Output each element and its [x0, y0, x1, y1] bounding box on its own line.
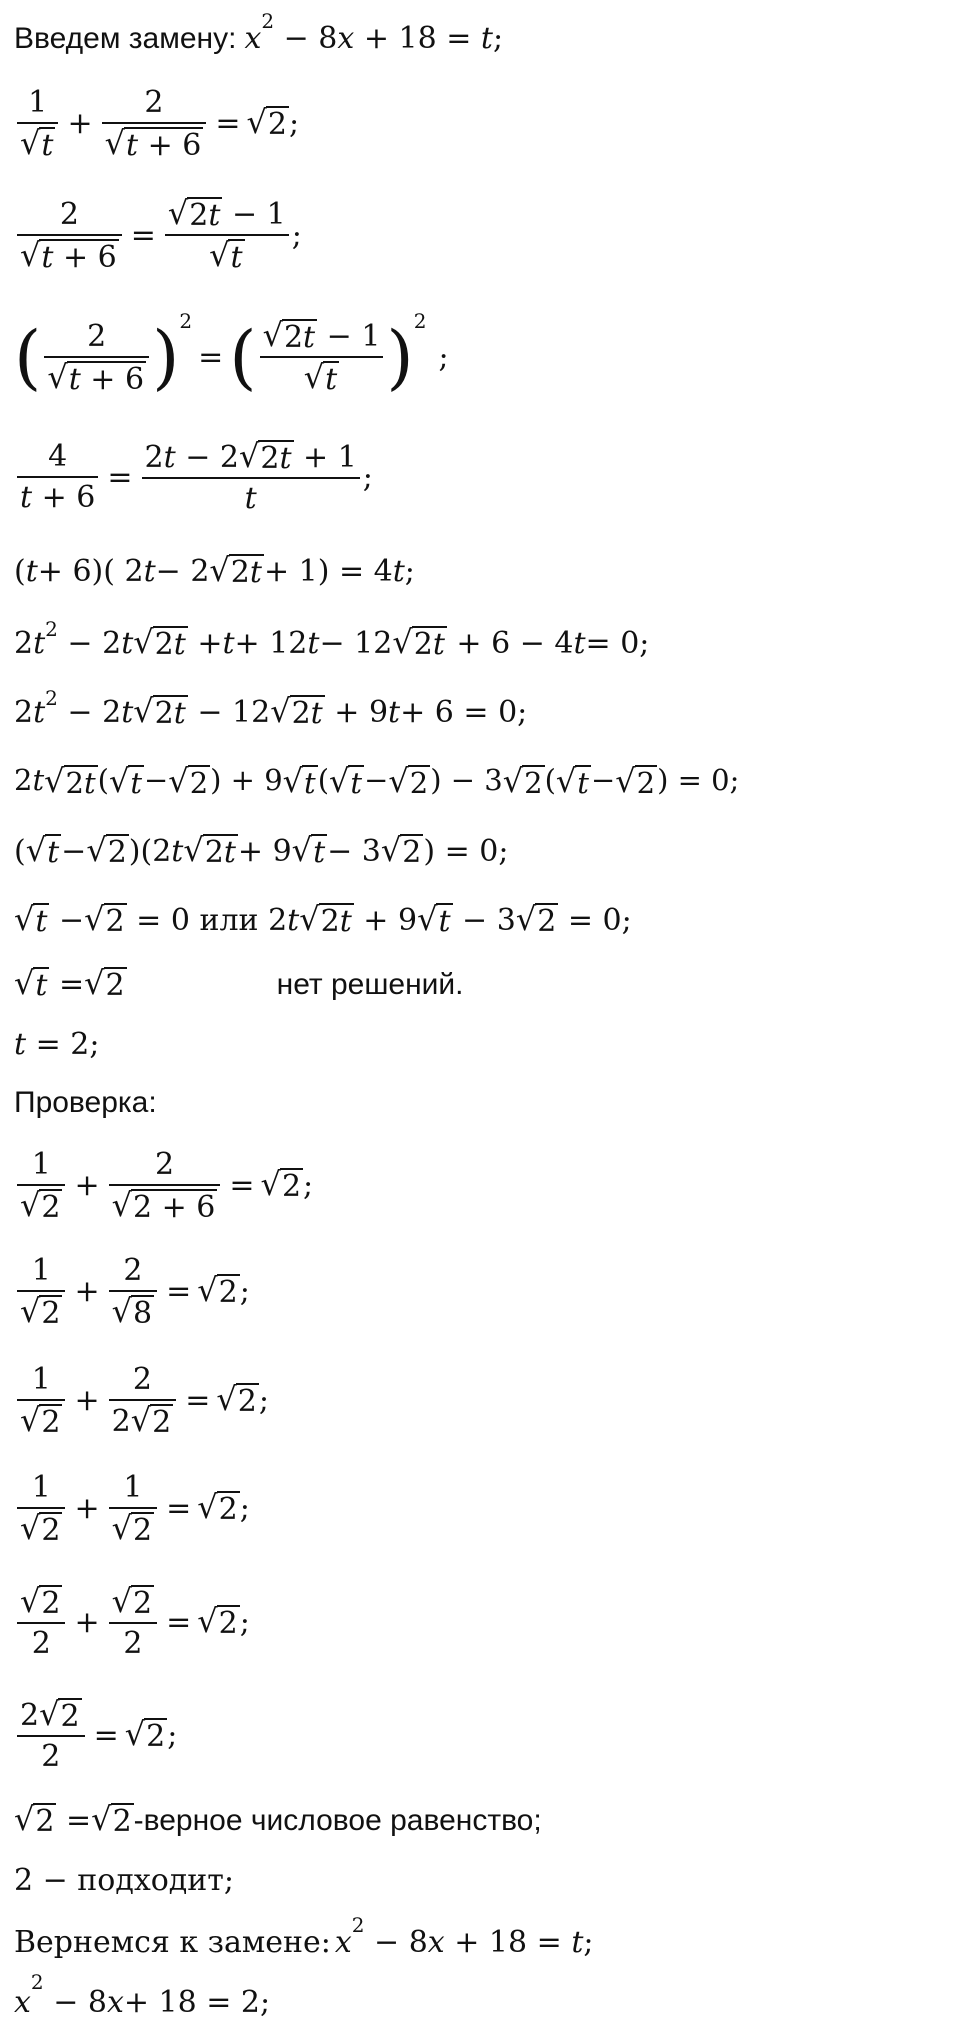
line-true-equality: √ 2 = √ 2 -верное числовое равенство; [14, 1800, 542, 1839]
fraction: 1 √ 2 [17, 1363, 65, 1438]
line-check-6: 2 √ 2 2 = √ 2 ; [14, 1690, 950, 1780]
line-cases: √ t − √ 2 = 0 или 2 t √ 2t + 9 √ t − 3 √ 2 = 0; [14, 900, 632, 939]
fraction: √ 2t − 1 √ t [165, 197, 289, 273]
fits-text: подходит; [77, 1862, 234, 1898]
line-case-results: √ t = √ 2 нет решений. [14, 964, 464, 1003]
line-squared: ( 2 √ t + 6 ) 2 = ( √ 2t − 1 √ t ) 2 ; [14, 309, 449, 398]
line-rearranged: 2 √ t + 6 = √ 2t − 1 √ t ; [14, 190, 950, 280]
intro-text: Введем замену: [14, 21, 237, 55]
fraction: 2t − 2 √ 2t + 1 t [142, 440, 360, 515]
check-heading: Проверка: [14, 1085, 157, 1119]
fraction: 1 √ 2 [17, 1471, 65, 1546]
line-expansion: 2 t 2 − 2 t √ 2t + t + 12 t − 12 √ 2t + 6 − 4 t = 0; [14, 617, 650, 662]
return-text: Вернемся к замене: [14, 1924, 331, 1960]
substitution-expression: $x^2 - 8x + 18 = t$; [244, 8, 504, 56]
line-check-4: 1 √ 2 + 1 √ 2 = √ 2 ; [14, 1463, 950, 1553]
line-check-5: √ 2 2 + √ 2 2 = √ 2 ; [14, 1577, 950, 1667]
fraction: 2 √ 2 + 6 [109, 1148, 221, 1223]
line-final-equation: x 2 − 8 x + 18 = 2; [14, 1970, 271, 2020]
fraction: √ 2 2 [17, 1585, 65, 1660]
line-fits: 2 − подходит; [14, 1862, 234, 1898]
fraction: √ 2t − 1 √ t [260, 319, 384, 395]
line-check-heading [14, 1082, 950, 1122]
fraction: 2 √ t + 6 [17, 198, 122, 273]
line-expanded-fractions: $\frac{4}{t + 6}$ = 2t − 2 √ 2t + 1 t ; [14, 432, 950, 522]
line-cross-multiplied: ( t + 6)( 2 t − 2 √ 2t + 1) = 4 t ; [14, 551, 415, 590]
line-factored: ( √ t − √ 2 )(2 t √ 2t + 9 √ t − 3 √ 2 ) = 0; [14, 831, 509, 870]
fraction: 2 √ t + 6 [102, 86, 207, 161]
fraction: 2 √ t + 6 [44, 320, 149, 395]
line-check-1: 1 √ 2 + 2 √ 2 + 6 = √ 2 ; [14, 1140, 950, 1230]
fraction: $\frac{4}{t + 6}$ [17, 440, 98, 514]
fraction: 1 √ 2 [17, 1254, 65, 1329]
fraction: 1 √ t [17, 86, 58, 161]
line-grouping: 2 t √ 2t ( √ t − √ 2 ) + 9 √ t ( √ t − √ 2 ) − 3 √ 2 ( √ t − √ 2 ) = 0; [14, 761, 740, 800]
line-check-3: 1 √ 2 + 2 2 √ 2 = √ 2 ; [14, 1355, 950, 1445]
fraction: 2 √ 8 [109, 1254, 157, 1329]
line-substitution [14, 8, 950, 58]
or-word: или [199, 902, 259, 938]
fraction: 1 √ 2 [17, 1148, 65, 1223]
line-check-2: 1 √ 2 + 2 √ 8 = √ 2 ; [14, 1246, 950, 1336]
line-equation-t: 1 √ t + 2 √ t + 6 = √ 2 ; [14, 78, 950, 168]
fraction: √ 2 2 [109, 1585, 157, 1660]
fraction: 2 √ 2 2 [17, 1698, 85, 1773]
line-return: Вернемся к замене: $x^2 - 8x + 18 = t$; [14, 1912, 594, 1960]
line-t-value: t = 2; [14, 1026, 100, 1062]
fraction: 1 √ 2 [109, 1471, 157, 1546]
true-equality-text: -верное числовое равенство; [133, 1803, 542, 1837]
line-simplified: 2 t 2 − 2 t √ 2t − 12 √ 2t + 9 t + 6 = 0; [14, 686, 528, 731]
no-solutions-text: нет решений. [276, 967, 464, 1001]
fraction: 2 2 √ 2 [109, 1363, 177, 1438]
